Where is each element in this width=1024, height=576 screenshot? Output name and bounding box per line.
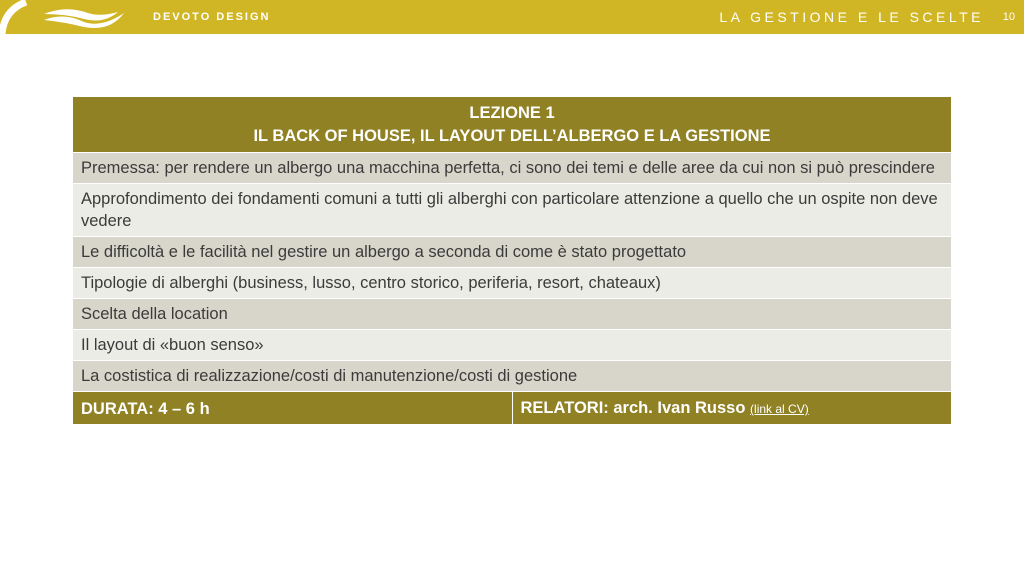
- brand-name: DEVOTO DESIGN: [153, 11, 271, 23]
- lesson-header-row: [73, 97, 952, 153]
- top-bar: [0, 0, 1024, 34]
- topic-cell: Le difficoltà e le facilità nel gestire un albergo a seconda di come è stato progettato: [73, 237, 952, 268]
- topic-cell: Il layout di «buon senso»: [73, 330, 952, 361]
- lesson-footer-row: [73, 392, 952, 425]
- topic-cell: Premessa: per rendere un albergo una macchina perfetta, ci sono dei temi e delle aree da cui non si può prescindere: [73, 153, 952, 184]
- table-row: [73, 237, 952, 268]
- topic-cell: Scelta della location: [73, 299, 952, 330]
- speakers-label: RELATORI: arch. Ivan Russo: [520, 399, 746, 417]
- section-title: LA GESTIONE E LE SCELTE: [719, 9, 984, 25]
- table-row: [73, 184, 952, 237]
- speakers-cell: [512, 392, 952, 425]
- lesson-table: [72, 96, 952, 425]
- table-row: [73, 361, 952, 392]
- lesson-subtitle: IL BACK OF HOUSE, IL LAYOUT DELL’ALBERGO E LA GESTIONE: [253, 127, 771, 145]
- table-row: [73, 153, 952, 184]
- page-number: 10: [1002, 11, 1015, 23]
- lesson-title: [73, 97, 952, 153]
- logo-wave-icon: [0, 0, 140, 34]
- lesson-number: LEZIONE 1: [469, 104, 555, 122]
- topic-cell: Tipologie di alberghi (business, lusso, centro storico, periferia, resort, chateaux): [73, 268, 952, 299]
- cv-link[interactable]: (link al CV): [750, 402, 809, 416]
- table-row: [73, 299, 952, 330]
- topic-cell: La costistica di realizzazione/costi di manutenzione/costi di gestione: [73, 361, 952, 392]
- table-row: [73, 268, 952, 299]
- topic-cell: Approfondimento dei fondamenti comuni a tutti gli alberghi con particolare attenzione a quello che un ospite non deve vedere: [73, 184, 952, 237]
- duration-cell: DURATA: 4 – 6 h: [73, 392, 513, 425]
- table-row: [73, 330, 952, 361]
